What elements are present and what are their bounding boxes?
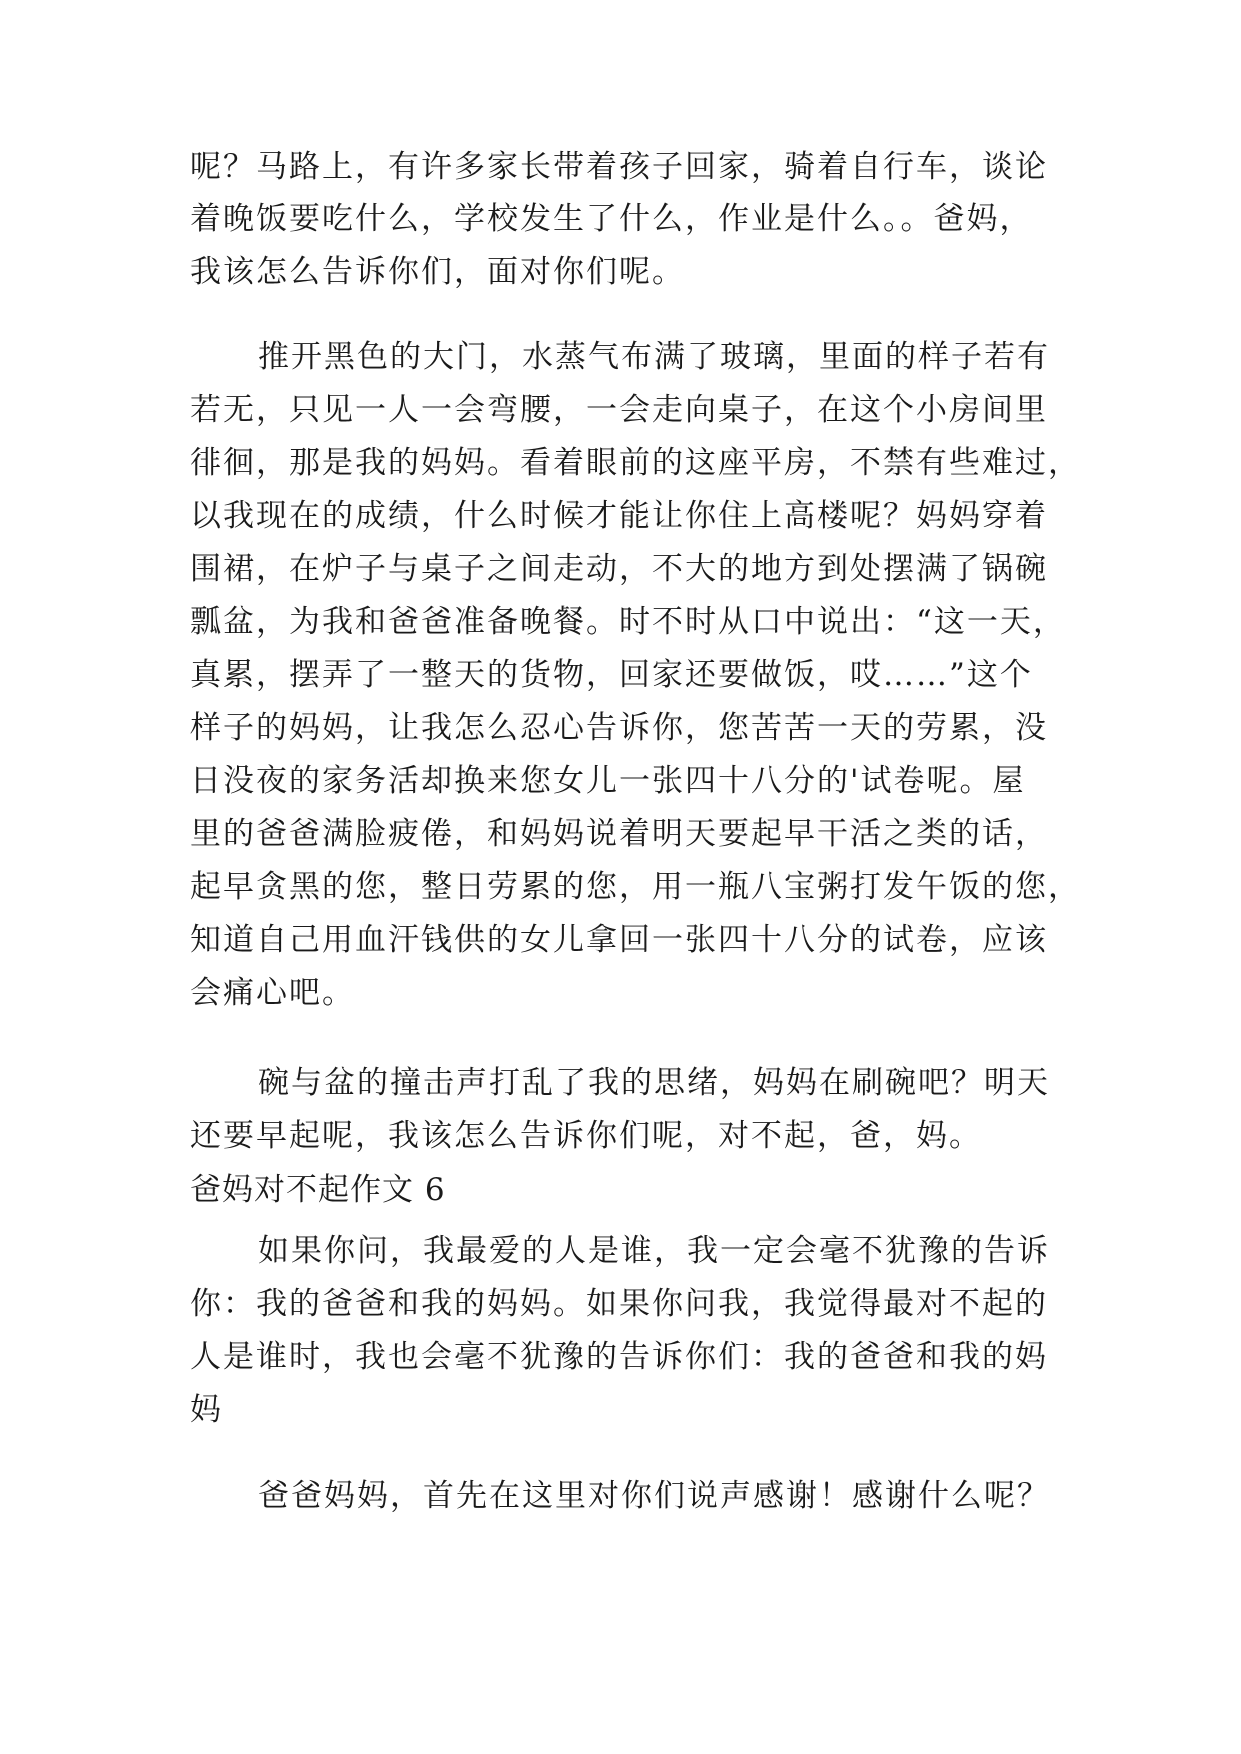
text-line: 里的爸爸满脸疲倦，和妈妈说着明天要起早干活之类的话， [190, 816, 1048, 852]
text-line: 我该怎么告诉你们，面对你们呢。 [190, 254, 685, 290]
text-line: 以我现在的成绩，什么时候才能让你住上高楼呢？妈妈穿着 [190, 498, 1048, 534]
section-heading: 爸妈对不起作文 6 [190, 1172, 446, 1208]
paragraph-first-line: 推开黑色的大门，水蒸气布满了玻璃，里面的样子若有 [258, 339, 1050, 375]
text-line: 呢？马路上，有许多家长带着孩子回家，骑着自行车，谈论 [190, 149, 1048, 185]
text-line: 会痛心吧。 [190, 975, 355, 1011]
text-line: 人是谁时，我也会毫不犹豫的告诉你们：我的爸爸和我的妈 [190, 1339, 1048, 1375]
text-line: 瓢盆，为我和爸爸准备晚餐。时不时从口中说出：“这一天， [190, 604, 1066, 640]
paragraph-first-line: 碗与盆的撞击声打乱了我的思绪，妈妈在刷碗吧？明天 [258, 1065, 1050, 1101]
text-line: 真累，摆弄了一整天的货物，回家还要做饭，哎……”这个 [190, 657, 1033, 693]
text-line: 还要早起呢，我该怎么告诉你们呢，对不起，爸，妈。 [190, 1118, 982, 1154]
text-line: 起早贪黑的您，整日劳累的您，用一瓶八宝粥打发午饭的您， [190, 869, 1081, 905]
text-line: 日没夜的家务活却换来您女儿一张四十八分的'试卷呢。屋 [190, 763, 1026, 799]
text-line: 你：我的爸爸和我的妈妈。如果你问我，我觉得最对不起的 [190, 1286, 1048, 1322]
text-line: 妈 [190, 1392, 223, 1428]
paragraph-first-line: 如果你问，我最爱的人是谁，我一定会毫不犹豫的告诉 [258, 1233, 1050, 1269]
text-line: 若无，只见一人一会弯腰，一会走向桌子，在这个小房间里 [190, 392, 1048, 428]
text-line: 徘徊，那是我的妈妈。看着眼前的这座平房，不禁有些难过， [190, 445, 1081, 481]
text-line: 样子的妈妈，让我怎么忍心告诉你，您苦苦一天的劳累，没 [190, 710, 1048, 746]
text-line: 着晚饭要吃什么，学校发生了什么，作业是什么。。爸妈， [190, 201, 1033, 237]
paragraph-first-line: 爸爸妈妈，首先在这里对你们说声感谢！感谢什么呢？ [258, 1478, 1050, 1514]
text-line: 知道自己用血汗钱供的女儿拿回一张四十八分的试卷，应该 [190, 922, 1048, 958]
text-line: 围裙，在炉子与桌子之间走动，不大的地方到处摆满了锅碗 [190, 551, 1048, 587]
